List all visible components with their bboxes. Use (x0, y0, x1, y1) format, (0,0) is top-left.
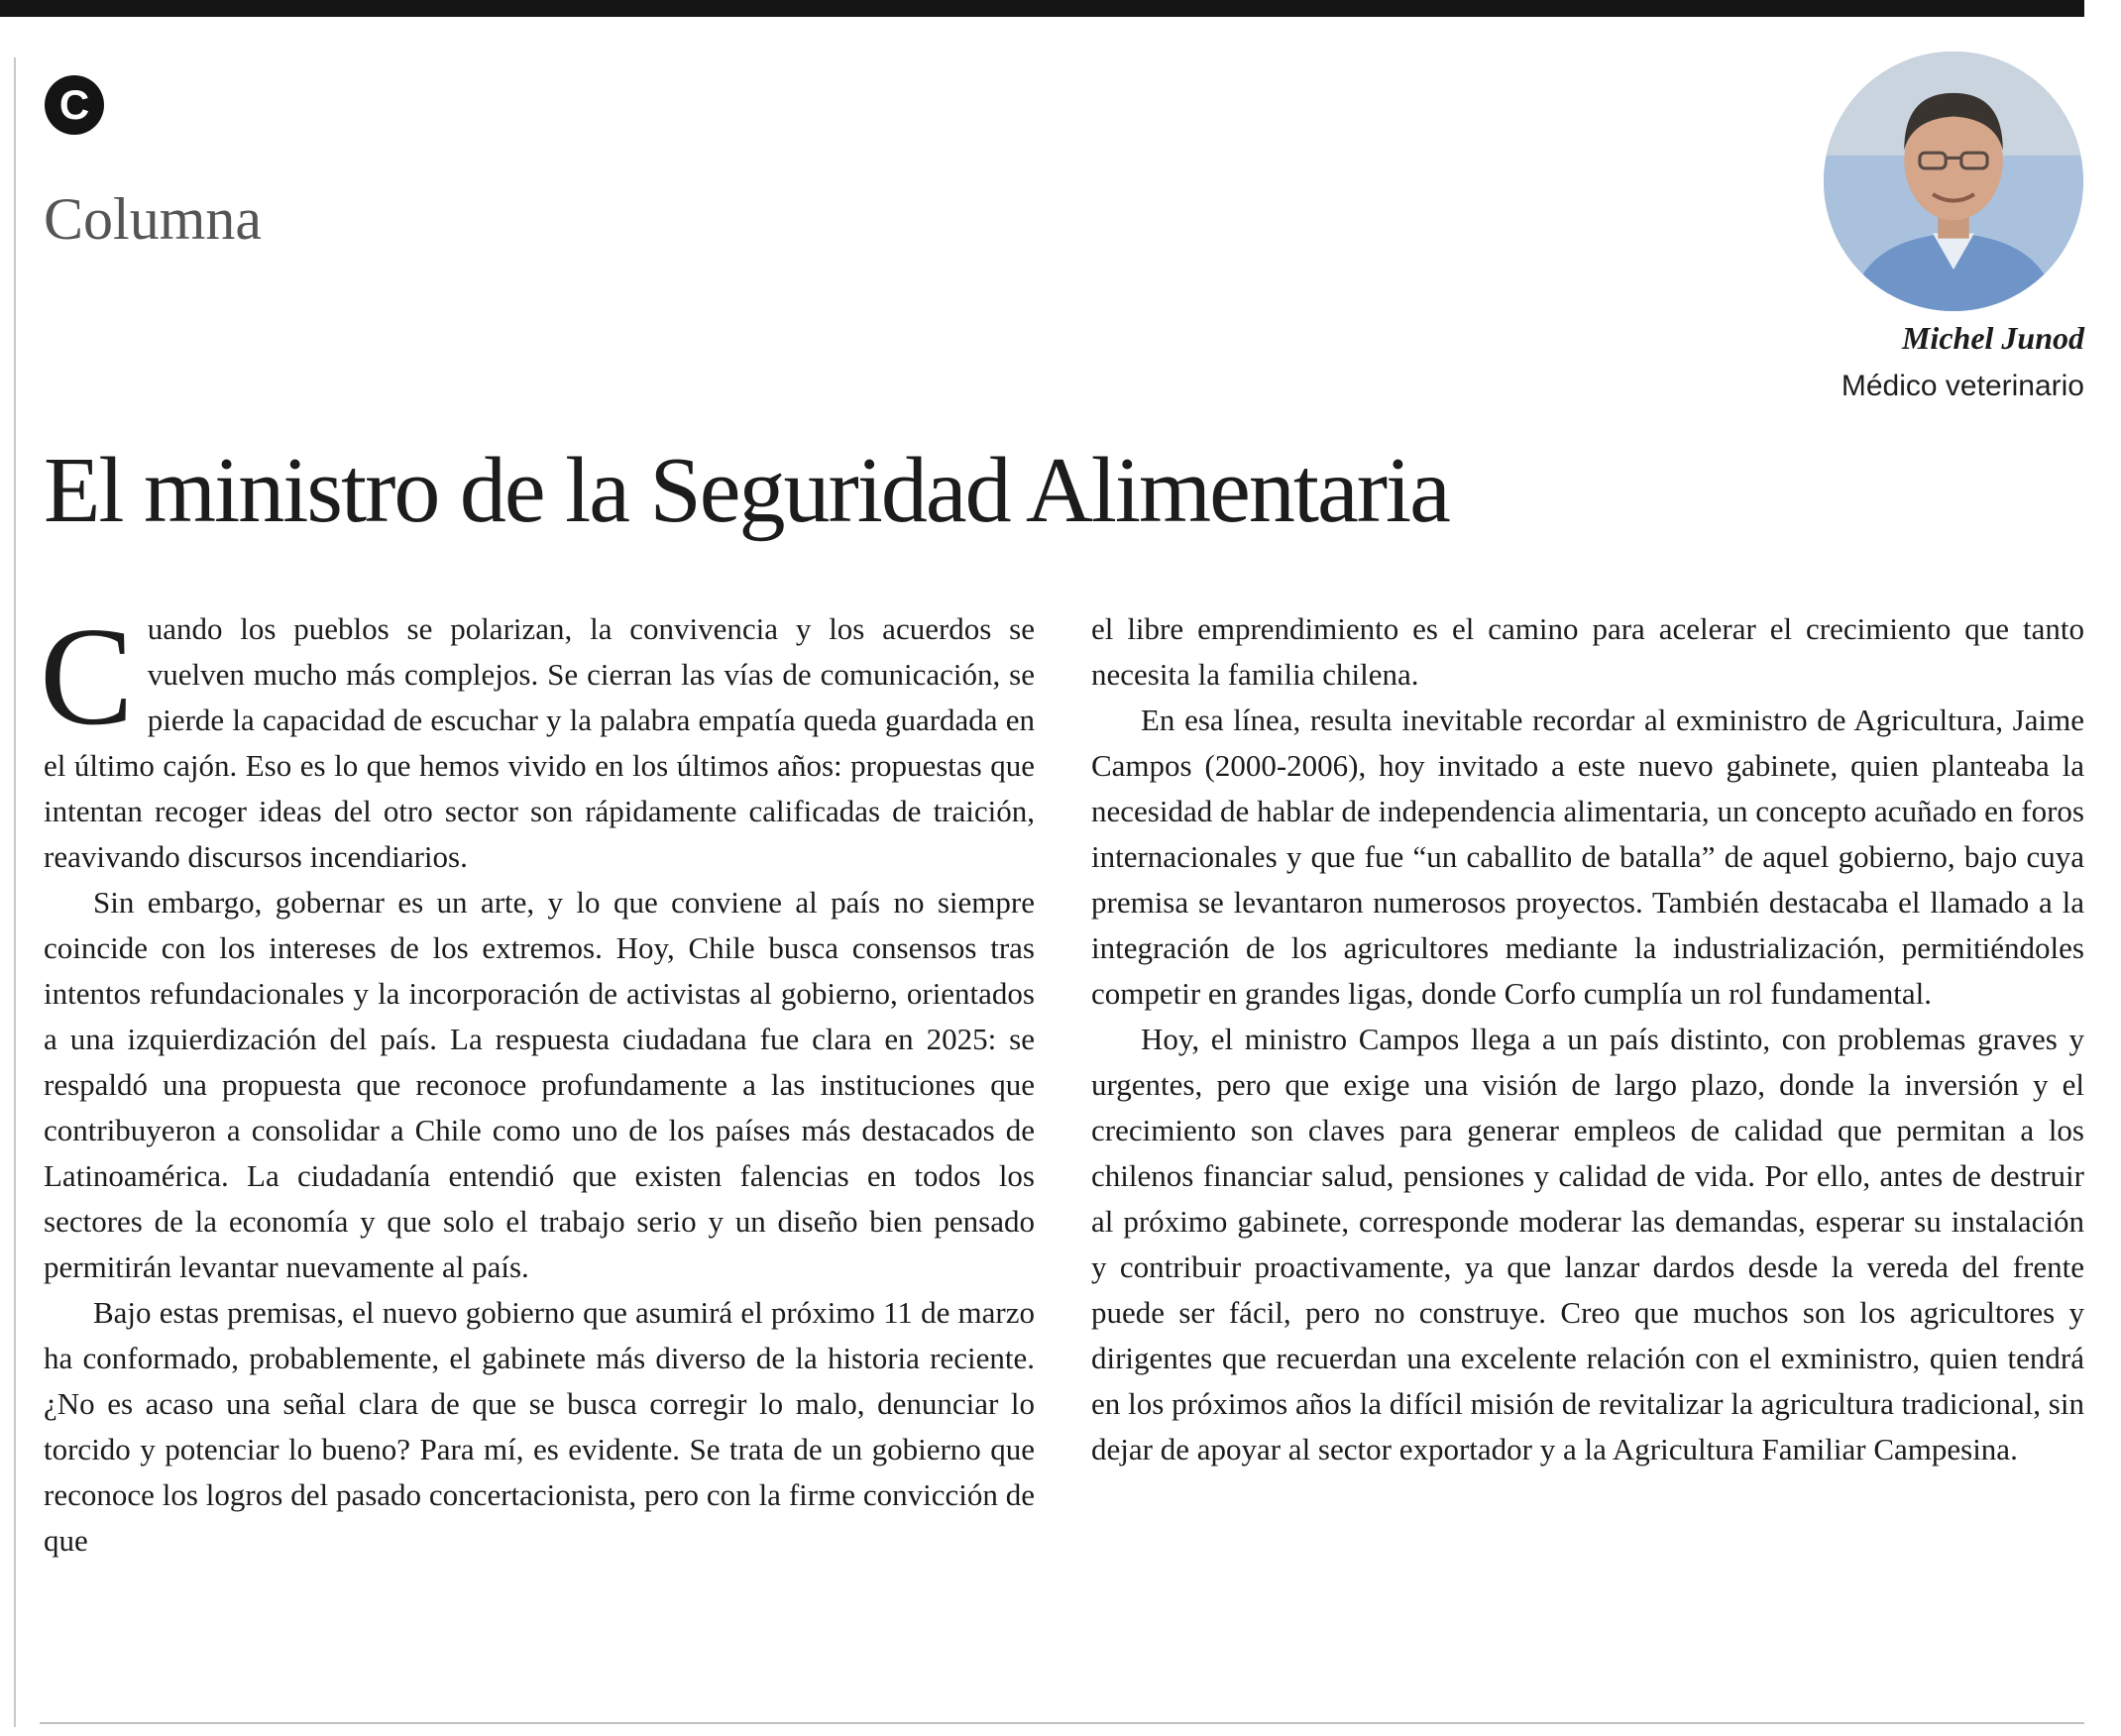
drop-cap: C (40, 597, 134, 754)
article-column-left (40, 597, 1035, 1564)
paragraph: Bajo estas premisas, el nuevo gobierno que asumirá el próximo 11 de marzo ha conformado, probablemente, el gabinete más diverso de la historia reciente. ¿No es acaso una señal clara de que se busca corregir lo malo, denunciar lo torcido y potenciar lo bueno? Para mí, es evidente. Se trata de un gobierno que reconoce los logros del pasado concertacionista, pero con la firme convicción de que (44, 1295, 1035, 1558)
left-rule (14, 57, 16, 1727)
paragraph (40, 597, 1035, 880)
author-photo (1824, 52, 2083, 311)
paragraph: En esa línea, resulta inevitable recordar al exministro de Agricultura, Jaime Campos (2000-2006), hoy invitado a este nuevo gabinete, quien planteaba la necesidad de hablar de independencia alimentaria, un concepto acuñado en foros internacionales y que fue “un caballito de batalla” de aquel gobierno, bajo cuya premisa se levantaron numerosos proyectos. También destacaba el llamado a la integración de los agricultores mediante la industrialización, permitiéndoles competir en grandes ligas, donde Corfo cumplía un rol fundamental. (1091, 703, 2084, 1011)
top-rule (0, 0, 2084, 17)
bottom-rule (40, 1722, 2084, 1724)
article-column-right (1091, 606, 2084, 1472)
paragraph: Hoy, el ministro Campos llega a un país distinto, con problemas graves y urgentes, pero que exige una visión de largo plazo, donde la inversión y el crecimiento son claves para generar empleos de calidad que permitan a los chilenos financiar salud, pensiones y calidad de vida. Por ello, antes de destruir al próximo gabinete, corresponde moderar las demandas, esperar su instalación y contribuir proactivamente, ya que lanzar dardos desde la vereda del frente puede ser fácil, pero no construye. Creo que muchos son los agricultores y dirigentes que recuerdan una excelente relación con el exministro, quien tendrá en los próximos años la difícil misión de revitalizar la agricultura tradicional, sin dejar de apoyar al sector exportador y a la Agricultura Familiar Campesina. (1091, 1022, 2084, 1466)
article-headline: El ministro de la Seguridad Alimentaria (44, 439, 1449, 542)
author-portrait-icon (1824, 52, 2083, 311)
paragraph: Sin embargo, gobernar es un arte, y lo que conviene al país no siempre coincide con los intereses de los extremos. Hoy, Chile busca consensos tras intentos refundacionales y la incorporación de activistas al gobierno, orientados a una izquierdización del país. La respuesta ciudadana fue clara en 2025: se respaldó una propuesta que reconoce profundamente a las instituciones que contribuyeron a consolidar a Chile como uno de los países más destacados de Latinoamérica. La ciudadanía entendió que existen falencias en todos los sectores de la economía y que solo el trabajo serio y un diseño bien pensado permitirán levantar nuevamente al país. (44, 885, 1035, 1284)
section-badge-icon: C (45, 75, 104, 135)
paragraph: el libre emprendimiento es el camino para acelerar el crecimiento que tanto necesita la familia chilena. (1091, 611, 2084, 692)
author-name: Michel Junod (1901, 320, 2084, 356)
paragraph-text: uando los pueblos se polarizan, la convivencia y los acuerdos se vuelven mucho más complejos. Se cierran las vías de comunicación, se pierde la capacidad de escuchar y la palabra empatía queda guardada en el último cajón. Eso es lo que hemos vivido en los últimos años: propuestas que intentan recoger ideas del otro sector son rápidamente calificadas de traición, reavivando discursos incendiarios. (44, 611, 1035, 874)
author-role: Médico veterinario (1841, 370, 2084, 402)
section-label: Columna (44, 186, 262, 252)
